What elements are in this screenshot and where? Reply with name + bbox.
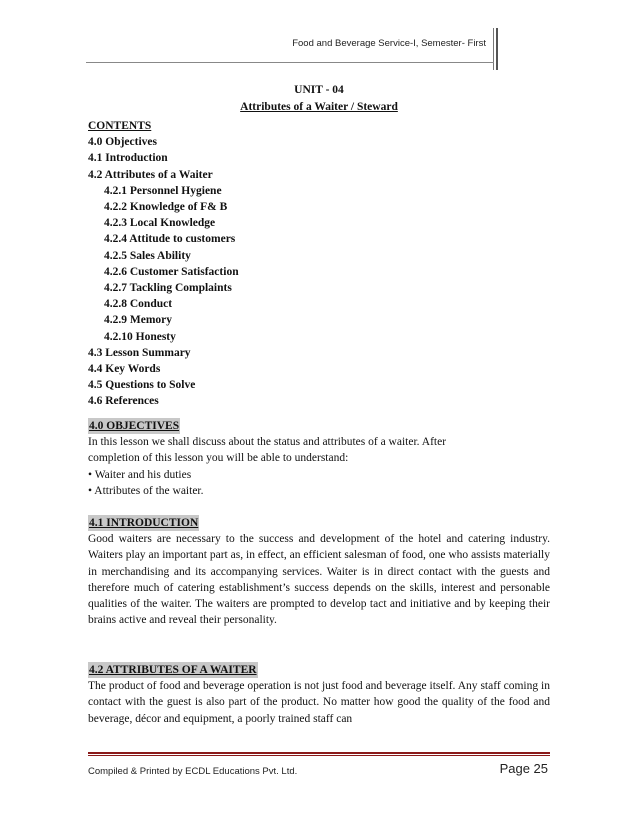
objectives-heading: 4.0 OBJECTIVES: [88, 418, 180, 434]
footer-rule-thick: [88, 752, 550, 754]
toc-item: 4.2.9 Memory: [104, 314, 173, 327]
introduction-body: Good waiters are necessary to the success and development of the hotel and catering industry. Waiters play an important part as, in effect, an efficient salesman of food, one who assists materially in merchandising and its accompanying services. Waiter is in direct contact with the guests and therefore much of catering establishment’s success depends on the skills, interest and personable qualities of the waiter. The waiters are prompted to develop tact and initiative and by keeping their brains active and reveal their personality.: [88, 533, 550, 627]
header-rule-vertical-thick: [496, 28, 498, 70]
toc-item: 4.2.1 Personnel Hygiene: [104, 184, 222, 197]
toc-item: 4.2.2 Knowledge of F& B: [104, 201, 228, 214]
objectives-line-2: completion of this lesson you will be able to understand:: [88, 452, 349, 465]
unit-subtitle: Attributes of a Waiter / Steward: [240, 101, 398, 113]
toc-item: 4.4 Key Words: [88, 363, 161, 376]
table-of-contents: [88, 118, 239, 410]
header-rule-vertical: [493, 28, 494, 70]
attributes-section: [88, 662, 550, 727]
attributes-heading: 4.2 ATTRIBUTES OF A WAITER: [88, 662, 258, 678]
attributes-body: The product of food and beverage operation is not just food and beverage itself. Any staff coming in contact with the guest is also part of the product. No matter how good the quality of the food and beverage, décor and equipment, a poorly trained staff can: [88, 680, 550, 725]
toc-item: 4.0 Objectives: [88, 136, 157, 149]
toc-item: 4.2.5 Sales Ability: [104, 249, 191, 262]
toc-item: 4.1 Introduction: [88, 152, 168, 165]
objectives-bullet-2: • Attributes of the waiter.: [88, 484, 204, 497]
toc-item: 4.2.4 Attitude to customers: [104, 233, 236, 246]
introduction-section: [88, 515, 550, 628]
toc-heading: CONTENTS: [88, 120, 152, 132]
running-header: Food and Beverage Service-I, Semester- First: [292, 38, 486, 49]
footer-rule-thin: [88, 755, 550, 756]
toc-item: 4.5 Questions to Solve: [88, 379, 196, 392]
toc-item: 4.2.10 Honesty: [104, 330, 176, 343]
toc-item: 4.6 References: [88, 395, 159, 408]
toc-item: 4.2.6 Customer Satisfaction: [104, 265, 239, 278]
footer-credit: Compiled & Printed by ECDL Educations Pvt. Ltd.: [88, 766, 298, 777]
unit-title: UNIT - 04: [294, 84, 344, 96]
toc-item: 4.2.3 Local Knowledge: [104, 217, 216, 230]
objectives-bullet-1: • Waiter and his duties: [88, 468, 192, 481]
toc-item: 4.2.8 Conduct: [104, 298, 173, 311]
toc-item: 4.3 Lesson Summary: [88, 346, 191, 359]
toc-item: 4.2 Attributes of a Waiter: [88, 168, 213, 181]
page-number: Page 25: [499, 761, 548, 776]
header-rule-horizontal: [86, 62, 494, 63]
introduction-heading: 4.1 INTRODUCTION: [88, 515, 199, 531]
objectives-line-1: In this lesson we shall discuss about the status and attributes of a waiter. After: [88, 436, 447, 449]
objectives-section: [88, 418, 550, 499]
toc-item: 4.2.7 Tackling Complaints: [104, 282, 232, 295]
